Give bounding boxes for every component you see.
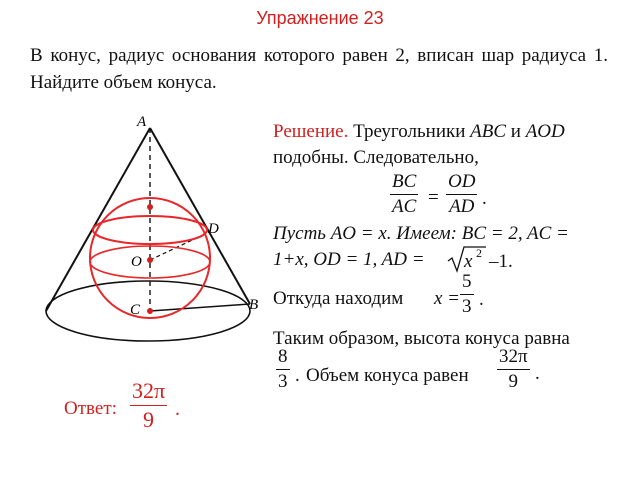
ratio-left [390, 171, 418, 218]
triangle-aod: AOD [525, 121, 565, 142]
let-line: Пусть AO = x. Имеем: BC = 2, AC = [273, 223, 569, 244]
x-dot: . [479, 289, 484, 310]
volume-den: 9 [508, 371, 519, 392]
ratio-den-ad: AD [449, 196, 475, 217]
solution-label: Решение. [273, 121, 349, 142]
ratio-num-od: OD [448, 171, 476, 192]
point-o [147, 257, 153, 263]
volume-num: 32π [499, 346, 528, 367]
label-c: C [130, 302, 141, 318]
ratio-right [446, 171, 477, 218]
ratio-num-bc: BC [392, 171, 417, 192]
whence-line: Откуда находим [273, 288, 404, 309]
sqrt-exponent: 2 [476, 246, 482, 260]
solution-line-2: подобны. Следовательно, [273, 147, 479, 168]
label-d: D [208, 221, 219, 237]
answer-dot: . [175, 398, 180, 420]
point-top [147, 204, 153, 210]
volume-fraction [497, 346, 530, 393]
cone-left-side [46, 128, 150, 311]
ratio-dot: . [482, 188, 487, 209]
cone-sphere-figure [20, 108, 280, 358]
problem-statement: В конус, радиус основания которого равен 2, вписан шар радиуса 1. Найдите объем конуса. [30, 45, 608, 93]
exercise-title: Упражнение 23 [256, 8, 384, 28]
x-lhs: x = [434, 288, 461, 309]
label-b: B [249, 297, 259, 313]
label-o: O [131, 254, 142, 270]
and-word: и [510, 121, 521, 142]
x-num: 5 [462, 271, 472, 292]
x-fraction [460, 271, 474, 318]
point-c [147, 308, 153, 314]
cont-line [273, 248, 425, 272]
sqrt-tail: –1. [489, 251, 513, 272]
answer-num: 32π [132, 378, 166, 403]
ratio-equals: = [428, 187, 439, 208]
solution-line-1 [273, 120, 613, 144]
height-fraction [276, 346, 290, 393]
height-dot: . [295, 365, 300, 386]
triangle-abc: ABC [470, 121, 507, 142]
height-den: 3 [278, 371, 288, 392]
thus-line: Таким образом, высота конуса равна [273, 328, 570, 349]
answer-den: 9 [143, 407, 155, 432]
sqrt-var: x [464, 251, 473, 272]
volume-text: Объем конуса равен [306, 365, 469, 386]
volume-dot: . [535, 363, 540, 384]
answer-label: Ответ: [64, 398, 117, 419]
solution-text-1: Треугольники [353, 121, 466, 142]
base-radius [150, 304, 250, 311]
x-den: 3 [462, 296, 472, 317]
answer-fraction [130, 378, 167, 433]
ratio-den-ac: AC [392, 196, 417, 217]
cont-text: 1+x, OD = 1, AD = [273, 249, 425, 270]
height-num: 8 [278, 346, 288, 367]
label-a: A [137, 114, 147, 130]
